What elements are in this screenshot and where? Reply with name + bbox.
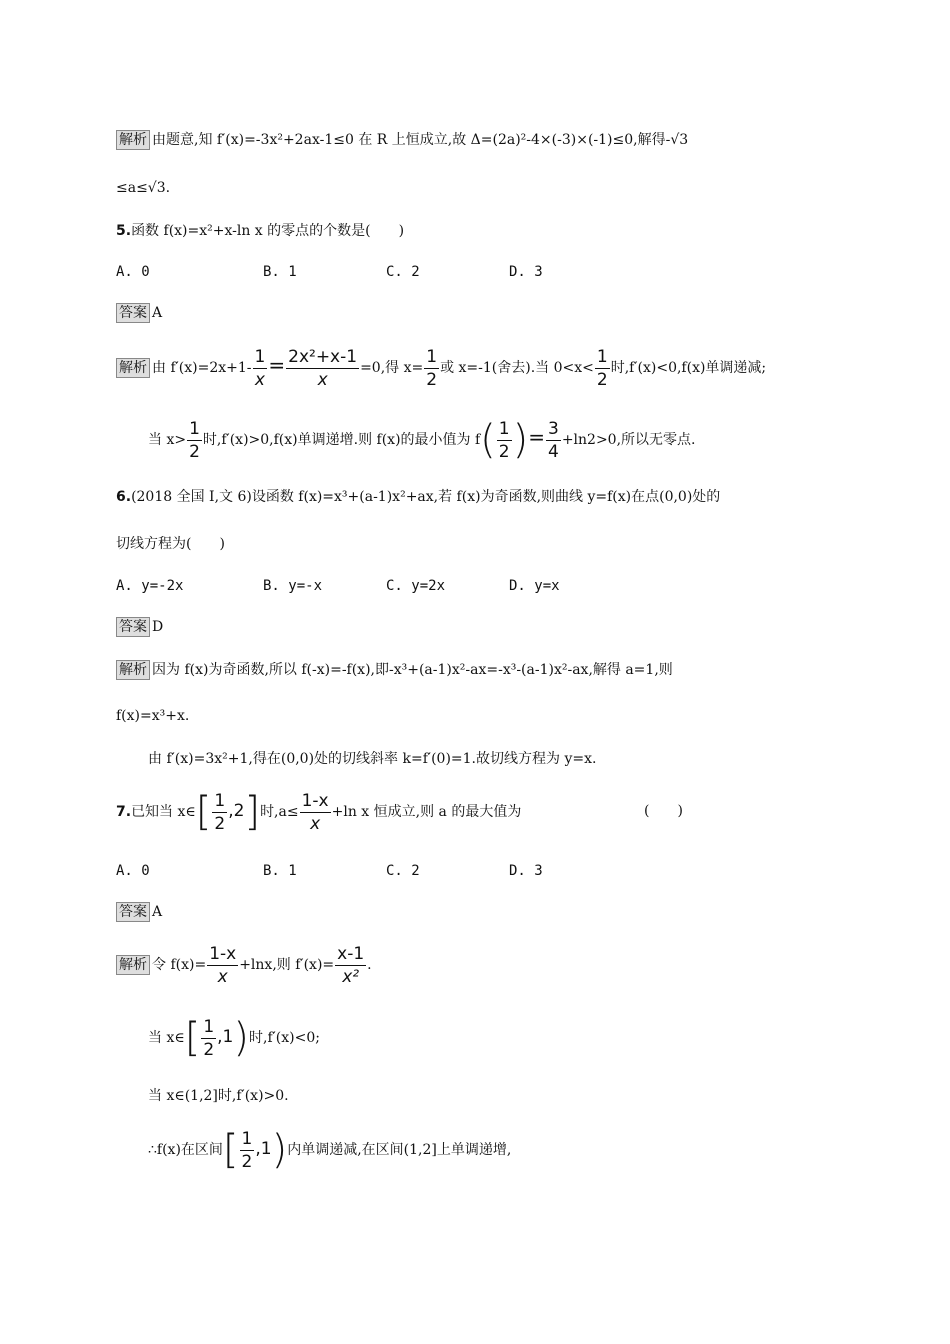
fraction-den: x	[317, 369, 328, 390]
q5-option-d: D. 3	[509, 264, 543, 280]
solution-tag: 解析	[116, 955, 150, 975]
answer-tag: 答案	[116, 303, 150, 323]
fraction	[201, 1016, 216, 1061]
fraction-num: 1	[214, 790, 226, 811]
q5-solution-line1	[116, 340, 766, 390]
q6-text2: 切线方程为( )	[116, 536, 225, 552]
fraction-num: 1-x	[209, 943, 237, 964]
fraction-num: 1	[241, 1128, 253, 1149]
left-paren: (	[480, 417, 496, 463]
q7-answer	[116, 902, 162, 922]
q7-b: ,2	[228, 801, 245, 821]
fraction	[212, 790, 227, 835]
q5-option-c: C. 2	[386, 264, 420, 280]
q5-answer-value: A	[152, 305, 163, 321]
q5-option-b: B. 1	[263, 264, 297, 280]
right-paren: )	[233, 1015, 249, 1061]
q7-option-c: C. 2	[386, 863, 420, 879]
q7-sol-a: 令 f(x)=	[152, 957, 207, 973]
q5-sol2-c: +ln2>0,所以无零点.	[561, 432, 696, 448]
answer-tag: 答案	[116, 902, 150, 922]
q7-question	[116, 786, 521, 836]
q7-option-a: A. 0	[116, 863, 150, 879]
q7-c: 时,a≤	[260, 804, 299, 820]
q7-solution-line1	[116, 940, 372, 990]
q6-option-a: A. y=-2x	[116, 578, 184, 594]
fraction	[300, 790, 331, 835]
q7-s2-b: ,1	[217, 1027, 234, 1047]
fraction-num: 1	[498, 418, 510, 439]
q4-solution-line1	[116, 130, 688, 150]
fraction-num: 2x²+x-1	[288, 346, 358, 367]
q5-answer	[116, 303, 162, 323]
q6-number: 6.	[116, 489, 132, 505]
fraction-num: 1-x	[301, 790, 329, 811]
fraction-den: 2	[596, 369, 608, 390]
fraction-den: 2	[426, 369, 438, 390]
fraction-num: 1	[203, 1016, 215, 1037]
right-paren: )	[512, 417, 529, 463]
fraction	[207, 943, 238, 988]
q6-answer-value: D	[152, 619, 164, 635]
fraction-num: 1	[426, 346, 438, 367]
q6-sol-text3: 由 f′(x)=3x²+1,得在(0,0)处的切线斜率 k=f′(0)=1.故切线方程为 y=x.	[148, 751, 597, 767]
q7-answer-value: A	[152, 904, 163, 920]
fraction-den: x	[310, 813, 321, 834]
q6-question	[116, 487, 720, 507]
q7-s4-c: 内单调递减,在区间(1,2]上单调递增,	[287, 1142, 512, 1158]
left-bracket: [	[195, 789, 212, 835]
q7-d: +ln x 恒成立,则 a 的最大值为	[331, 804, 522, 820]
fraction-den: 2	[203, 1039, 215, 1060]
q7-number: 7.	[116, 804, 132, 820]
fraction-den: 2	[214, 813, 226, 834]
fraction	[546, 418, 561, 463]
fraction-den: 2	[189, 441, 200, 462]
q5-solution-line2	[148, 412, 695, 462]
q7-s4-b: ,1	[255, 1139, 272, 1159]
q5-question	[116, 221, 404, 241]
q7-paren: ( )	[644, 803, 683, 819]
q4-solution-text: 由题意,知 f′(x)=-3x²+2ax-1≤0 在 R 上恒成立,故 Δ=(2a)²-4×(-3)×(-1)≤0,解得-√3	[152, 132, 689, 148]
q5-sol2-a: 当 x>	[148, 432, 187, 448]
q5-number: 5.	[116, 223, 132, 239]
equals: =	[528, 425, 545, 449]
q6-solution-line1	[116, 660, 673, 680]
q7-s2-c: 时,f′(x)<0;	[249, 1030, 320, 1046]
fraction-den: x²	[342, 966, 360, 987]
q7-s2-a: 当 x∈	[148, 1030, 185, 1046]
solution-tag: 解析	[116, 358, 150, 378]
q5-sol-d: 时,f′(x)<0,f(x)单调递减;	[610, 360, 767, 376]
fraction	[424, 346, 439, 391]
fraction-den: x	[254, 369, 265, 390]
fraction-den: 2	[498, 441, 510, 462]
q6-solution-line3	[148, 749, 596, 769]
fraction	[497, 418, 512, 463]
answer-tag: 答案	[116, 617, 150, 637]
solution-tag: 解析	[116, 130, 150, 150]
q7-sol-b: +lnx,则 f′(x)=	[239, 957, 335, 973]
fraction-num: x-1	[337, 943, 365, 964]
q7-solution-line3	[148, 1086, 289, 1106]
q6-option-c: C. y=2x	[386, 578, 446, 594]
q5-option-a: A. 0	[116, 264, 150, 280]
fraction	[240, 1128, 255, 1173]
fraction-num: 3	[547, 418, 559, 439]
fraction	[595, 346, 610, 391]
q7-s3: 当 x∈(1,2]时,f′(x)>0.	[148, 1088, 289, 1104]
q5-text: 函数 f(x)=x²+x-ln x 的零点的个数是( )	[131, 223, 405, 239]
q5-sol-b: =0,得 x=	[360, 360, 424, 376]
q6-option-d: D. y=x	[509, 578, 560, 594]
q5-sol2-b: 时,f′(x)>0,f(x)单调递增.则 f(x)的最小值为 f	[202, 432, 481, 448]
fraction	[335, 943, 366, 988]
q4-solution-line2	[116, 178, 170, 198]
fraction-den: 2	[241, 1151, 253, 1172]
left-bracket: [	[184, 1015, 201, 1061]
q6-option-b: B. y=-x	[263, 578, 323, 594]
solution-tag: 解析	[116, 660, 150, 680]
fraction-num: 1	[189, 418, 200, 439]
q7-sol-c: .	[367, 957, 372, 973]
q7-s4-a: ∴f(x)在区间	[148, 1142, 223, 1158]
q7-option-b: B. 1	[263, 863, 297, 879]
equals: =	[268, 353, 286, 377]
fraction-num: 1	[596, 346, 608, 367]
q5-sol-c: 或 x=-1(舍去).当 0<x<	[440, 360, 594, 376]
q7-solution-line2	[148, 1012, 320, 1062]
q4-solution-text2: ≤a≤√3.	[116, 180, 171, 196]
q5-sol-a: 由 f′(x)=2x+1-	[152, 360, 252, 376]
fraction-den: 4	[547, 441, 559, 462]
q6-sol-text2: f(x)=x³+x.	[116, 708, 190, 724]
q6-question-line2	[116, 534, 225, 554]
q6-sol-text: 因为 f(x)为奇函数,所以 f(-x)=-f(x),即-x³+(a-1)x²-ax=-x³-(a-1)x²-ax,解得 a=1,则	[152, 662, 673, 678]
right-bracket: ]	[244, 789, 261, 835]
fraction-den: x	[217, 966, 228, 987]
q6-solution-line2	[116, 706, 189, 726]
fraction	[253, 346, 268, 391]
left-bracket: [	[222, 1127, 239, 1173]
fraction	[286, 346, 359, 391]
q6-answer	[116, 617, 163, 637]
q6-text: (2018 全国 I,文 6)设函数 f(x)=x³+(a-1)x²+ax,若 f(x)为奇函数,则曲线 y=f(x)在点(0,0)处的	[131, 489, 721, 505]
q7-a: 已知当 x∈	[131, 804, 196, 820]
q7-solution-line4	[148, 1124, 511, 1174]
fraction	[187, 418, 202, 463]
q7-option-d: D. 3	[509, 863, 543, 879]
right-paren: )	[271, 1127, 288, 1173]
fraction-num: 1	[254, 346, 266, 367]
